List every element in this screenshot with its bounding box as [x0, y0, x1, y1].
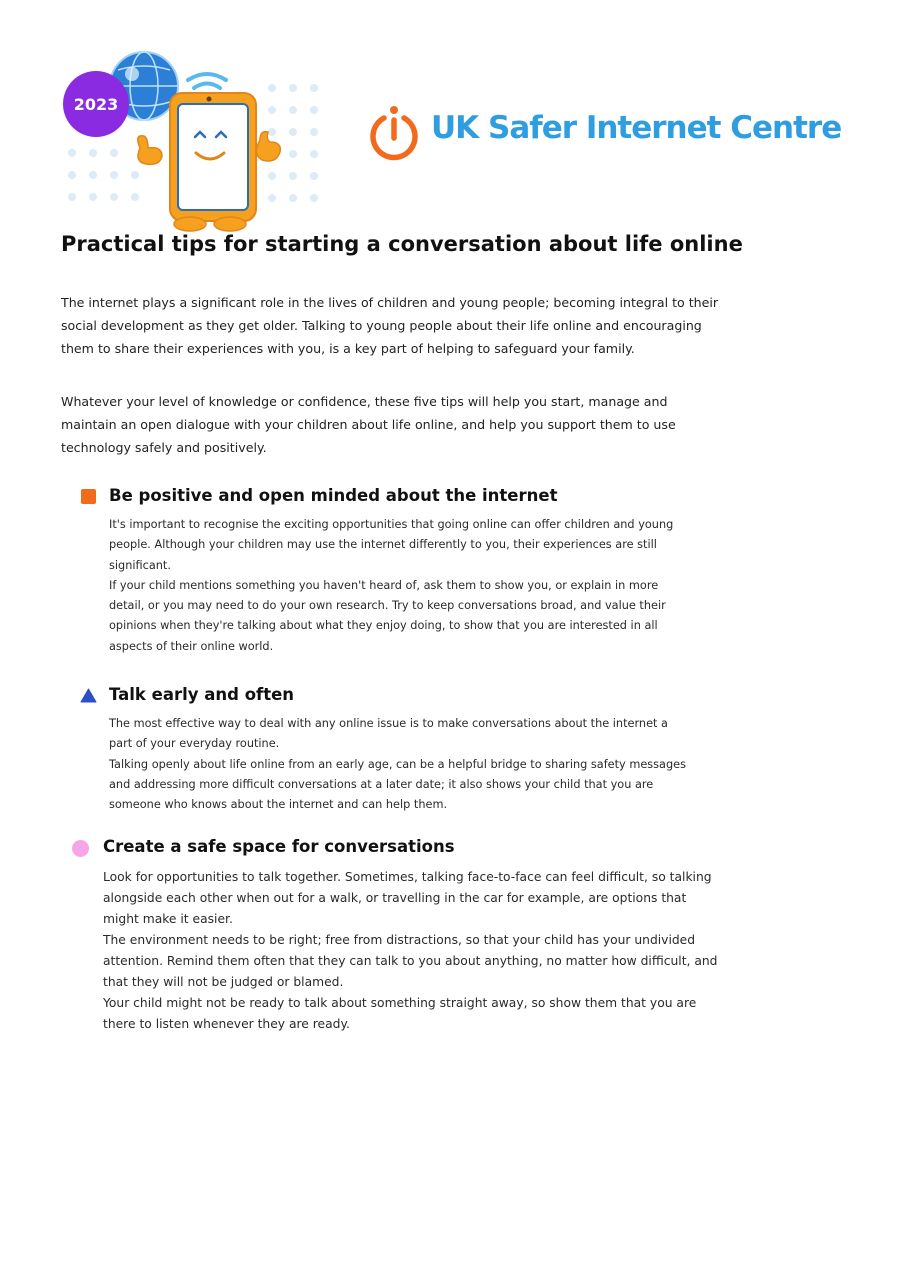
- tip-paragraph: The most effective way to deal with any online issue is to make conversations about the internet a part of your everyday routine.: [109, 717, 668, 751]
- circle-icon: [72, 840, 89, 857]
- square-icon: [81, 489, 96, 504]
- power-icon: [368, 104, 420, 164]
- intro-paragraph: The internet plays a significant role in the lives of children and young people; becoming integral to their social development as they get older. Talking to young people about their life online and encouraging them to share their experiences with you, is a key part of helping to safeguard your family.: [61, 295, 719, 356]
- wifi-icon: [188, 74, 226, 88]
- triangle-icon: [80, 688, 97, 703]
- tip-body: [103, 867, 718, 1035]
- tip-paragraph: Your child might not be ready to talk about something straight away, so show them that you are there to listen whenever they are ready.: [103, 996, 697, 1031]
- tip-paragraph: Talking openly about life online from an early age, can be a helpful bridge to sharing safety messages and addressing more difficult conversations at a later date; it also shows your child that you are someone who knows about the internet and can help them.: [109, 757, 686, 812]
- tip-paragraph: Look for opportunities to talk together. Sometimes, talking face-to-face can feel difficult, so talking alongside each other when out for a walk, or travelling in the car for example, are options that might make it easier.: [103, 870, 712, 926]
- tip-body: [109, 515, 694, 657]
- uk-safer-internet-centre-logo: [368, 104, 842, 164]
- tip-body: [109, 714, 694, 815]
- year-badge-text: 2023: [73, 95, 119, 114]
- tip-heading: Be positive and open minded about the internet: [109, 486, 558, 505]
- logo-text: UK Safer Internet Centre: [431, 110, 842, 146]
- tip-heading: Create a safe space for conversations: [103, 837, 455, 856]
- tip-paragraph: It's important to recognise the exciting opportunities that going online can offer children and young people. Although your children may use the internet differently to you, their experiences are still significant.: [109, 518, 674, 572]
- page-title: Practical tips for starting a conversation about life online: [61, 232, 743, 256]
- tip-paragraph: If your child mentions something you haven't heard of, ask them to show you, or explain in more detail, or you may need to do your own research. Try to keep conversations broad, and value their opinions when they're talking about what they enjoy doing, to show that you are interested in all aspects of their online world.: [109, 578, 666, 653]
- intro-paragraph: Whatever your level of knowledge or confidence, these five tips will help you start, manage and maintain an open dialogue with your children about life online, and help you support them to use technology safely and positively.: [61, 394, 676, 455]
- page-header: [0, 0, 905, 235]
- tablet-mascot-illustration: [60, 48, 325, 233]
- tip-paragraph: The environment needs to be right; free from distractions, so that your child has your undivided attention. Remind them often that they can talk to you about anything, no matter how difficult, and that they will not be judged or blamed.: [103, 933, 718, 989]
- tip-heading: Talk early and often: [109, 685, 295, 704]
